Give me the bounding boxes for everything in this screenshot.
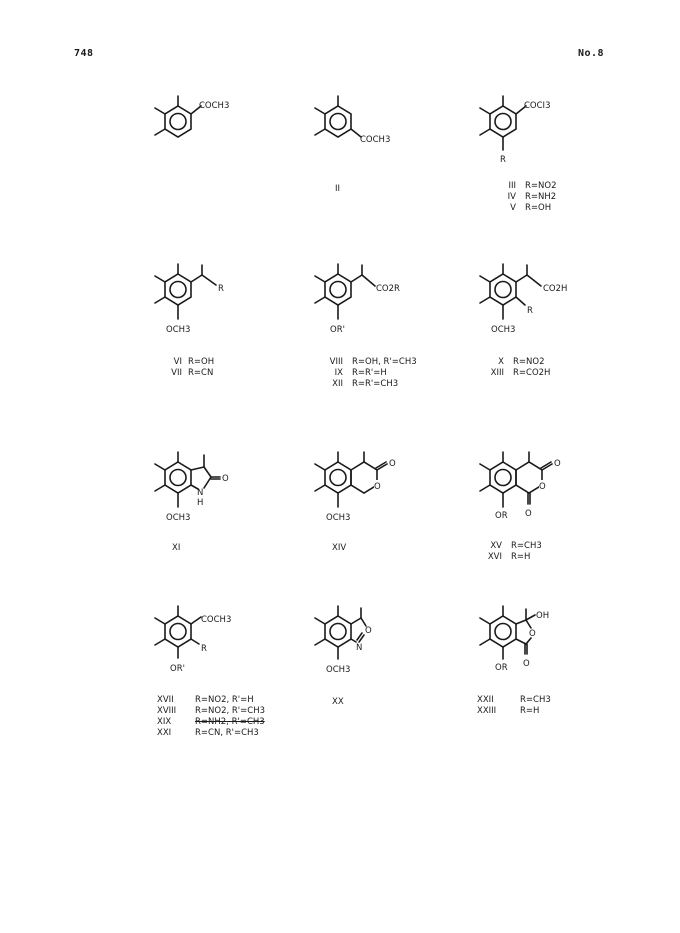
carbonyl-oxygen: O xyxy=(389,459,396,469)
methoxy-label: OCH3 xyxy=(166,513,191,523)
compound-8-labels xyxy=(310,357,417,390)
carbonyl-oxygen: O xyxy=(523,659,530,669)
substituent-label: COCI3 xyxy=(524,101,551,111)
structure-compound-2 xyxy=(300,90,420,160)
structure-compound-3 xyxy=(465,90,585,170)
compound-20-label: XX xyxy=(332,697,344,707)
structure-compound-15 xyxy=(465,446,585,531)
compound-11-label: XI xyxy=(172,543,181,553)
methoxy-label: OCH3 xyxy=(166,325,191,335)
ether-label: OR xyxy=(495,511,508,521)
substituent-label: COCH3 xyxy=(360,135,391,145)
ring-oxygen: O xyxy=(539,482,546,492)
ring-oxygen: O xyxy=(529,629,536,639)
ether-label: OR' xyxy=(170,664,185,674)
compound-17-labels xyxy=(157,695,265,739)
structure-compound-1 xyxy=(140,90,260,160)
ether-label: OR' xyxy=(330,325,345,335)
page-number: 748 xyxy=(74,48,94,59)
label-row: XVIII R=NO2, R'=CH3 xyxy=(157,706,265,716)
label-row: V R=OH xyxy=(510,203,552,213)
label-row: XXII R=CH3 xyxy=(477,695,551,705)
structure-compound-17 xyxy=(140,600,270,685)
label-row: XVII R=NO2, R'=H xyxy=(157,695,254,705)
methoxy-label: OCH3 xyxy=(326,513,351,523)
label-row: III R=NO2 xyxy=(508,181,557,191)
label-row: XVI R=H xyxy=(487,552,531,562)
compound-15-labels xyxy=(480,541,542,563)
hydrogen-label: H xyxy=(197,498,204,508)
label-row: XIII R=CO2H xyxy=(490,368,551,378)
nitrogen-label: N xyxy=(197,488,204,498)
compound-3-labels xyxy=(486,181,557,214)
label-row: XXIII R=H xyxy=(477,706,540,716)
r-group-label: R xyxy=(500,155,506,165)
compound-22-labels xyxy=(477,695,551,717)
label-row: VIII R=OH, R'=CH3 xyxy=(329,357,417,367)
structure-compound-20 xyxy=(300,600,420,685)
r-group-label: R xyxy=(201,644,207,654)
label-row: X R=NO2 xyxy=(498,357,545,367)
label-row: VI R=OH xyxy=(173,357,215,367)
substituent-label: COCH3 xyxy=(201,615,232,625)
structure-compound-14 xyxy=(300,446,420,531)
nitrogen-label: N xyxy=(356,643,363,653)
label-row: XIX R=NH2, R'=CH3 xyxy=(157,717,265,727)
label-row: VII R=CN xyxy=(171,368,214,378)
methoxy-label: OCH3 xyxy=(491,325,516,335)
compound-14-label: XIV xyxy=(332,543,347,553)
r-group-label: R xyxy=(527,306,533,316)
carbonyl-oxygen: O xyxy=(222,474,229,484)
label-row: IX R=R'=H xyxy=(334,368,387,378)
methoxy-label: OCH3 xyxy=(326,665,351,675)
structure-compound-11 xyxy=(140,446,260,531)
structure-compound-22 xyxy=(465,600,585,685)
label-row: XV R=CH3 xyxy=(490,541,542,551)
label-row: IV R=NH2 xyxy=(507,192,557,202)
carbonyl-oxygen: O xyxy=(554,459,561,469)
label-row: XII R=R'=CH3 xyxy=(332,379,399,389)
substituent-label: CO2R xyxy=(376,284,400,294)
structure-compound-8 xyxy=(300,258,430,343)
structure-compound-10 xyxy=(465,258,595,343)
substituent-label: COCH3 xyxy=(199,101,230,111)
issue-number: No.8 xyxy=(578,48,605,59)
label-row: XXI R=CN, R'=CH3 xyxy=(157,728,259,738)
compound-10-labels xyxy=(470,357,550,379)
compound-6-labels xyxy=(150,357,214,379)
substituent-label: R xyxy=(218,284,224,294)
structure-compound-6 xyxy=(140,258,260,343)
ring-oxygen: O xyxy=(374,482,381,492)
carbonyl-oxygen-2: O xyxy=(525,509,532,519)
compound-2-label: II xyxy=(335,184,341,194)
ether-label: OR xyxy=(495,663,508,673)
substituent-label: CO2H xyxy=(543,284,568,294)
ring-oxygen: O xyxy=(365,626,372,636)
hydroxyl-label: OH xyxy=(536,611,550,621)
